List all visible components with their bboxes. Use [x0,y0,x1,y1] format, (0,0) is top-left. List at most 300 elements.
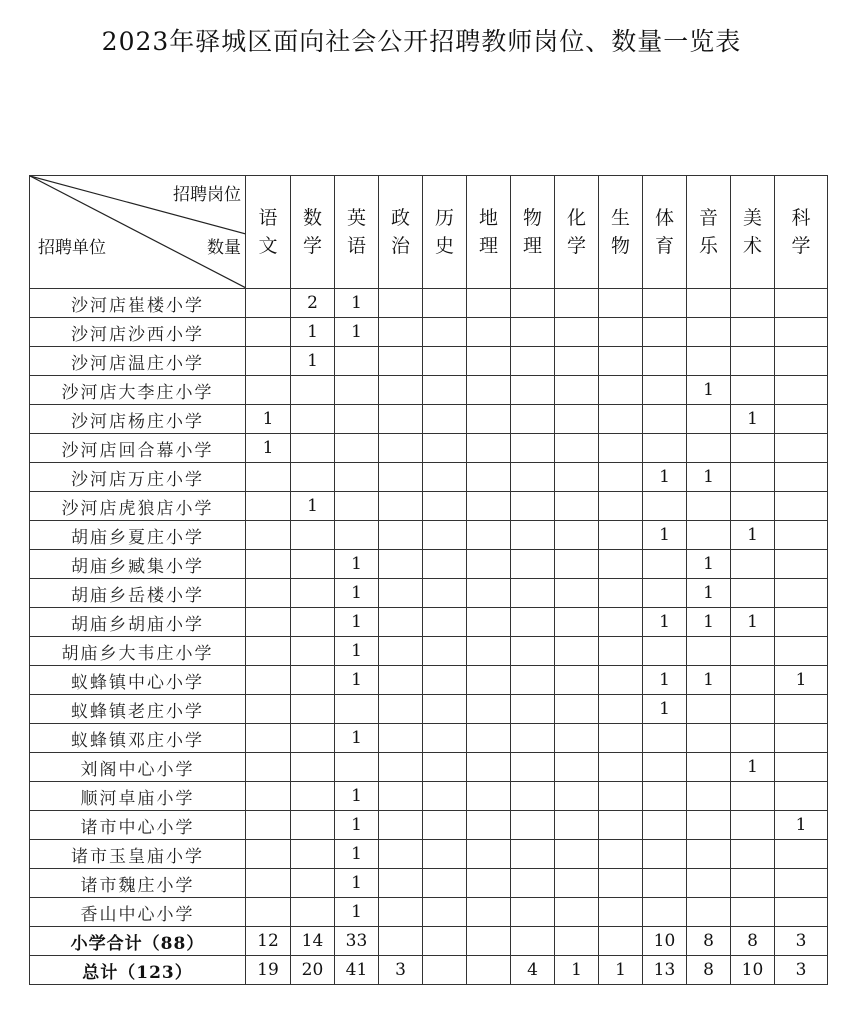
count-cell [643,753,687,782]
school-name: 刘阁中心小学 [30,753,246,782]
count-cell [246,492,291,521]
count-cell [379,927,423,956]
count-cell [423,637,467,666]
school-name: 诸市中心小学 [30,811,246,840]
corner-label-count: 数量 [207,238,241,258]
count-cell [775,289,828,318]
count-cell [379,347,423,376]
table-row [30,753,828,782]
count-cell [246,724,291,753]
count-cell [423,376,467,405]
table-row [30,782,828,811]
count-cell [467,318,511,347]
count-cell: 1 [335,666,379,695]
count-cell [511,492,555,521]
count-cell [555,782,599,811]
count-cell [335,376,379,405]
count-cell [379,869,423,898]
school-name: 蚁蜂镇老庄小学 [30,695,246,724]
count-cell [599,521,643,550]
count-cell: 1 [687,666,731,695]
count-cell [643,405,687,434]
count-cell: 1 [335,811,379,840]
table-row [30,347,828,376]
subject-header: 地 理 [467,176,511,289]
count-cell [511,753,555,782]
count-cell [379,753,423,782]
count-cell [423,724,467,753]
count-cell [246,608,291,637]
count-cell [246,695,291,724]
count-cell [731,695,775,724]
corner-cell [30,176,246,289]
count-cell [246,666,291,695]
count-cell [731,463,775,492]
count-cell [775,782,828,811]
count-cell [379,289,423,318]
school-name: 胡庙乡岳楼小学 [30,579,246,608]
count-cell [291,579,335,608]
count-cell: 1 [246,405,291,434]
count-cell: 1 [335,289,379,318]
count-cell [687,782,731,811]
count-cell [555,405,599,434]
count-cell [643,376,687,405]
count-cell [379,376,423,405]
count-cell [555,637,599,666]
count-cell [335,405,379,434]
count-cell [423,521,467,550]
count-cell [467,811,511,840]
header-row [30,176,828,289]
count-cell [423,289,467,318]
count-cell: 1 [643,521,687,550]
table-row [30,869,828,898]
subtotal-row-label: 小学合计（88） [30,927,246,956]
count-cell [467,753,511,782]
table-row [30,492,828,521]
count-cell [291,753,335,782]
count-cell [511,434,555,463]
count-cell [423,434,467,463]
count-cell [291,811,335,840]
subject-header: 生 物 [599,176,643,289]
count-cell [291,550,335,579]
count-cell [599,782,643,811]
table-row [30,550,828,579]
count-cell [599,927,643,956]
count-cell: 1 [291,318,335,347]
count-cell [731,898,775,927]
count-cell [555,579,599,608]
count-cell [246,463,291,492]
count-cell: 1 [731,405,775,434]
count-cell: 1 [335,579,379,608]
count-cell [775,521,828,550]
count-cell [291,869,335,898]
subtotal-row [30,927,828,956]
table-row [30,463,828,492]
count-cell [643,811,687,840]
count-cell [467,898,511,927]
count-cell [246,811,291,840]
count-cell [379,434,423,463]
count-cell [643,869,687,898]
count-cell [599,492,643,521]
count-cell [511,347,555,376]
count-cell [511,608,555,637]
count-cell [555,318,599,347]
count-cell [731,869,775,898]
count-cell [291,463,335,492]
count-cell [775,637,828,666]
count-cell [291,376,335,405]
count-cell [246,318,291,347]
count-cell [511,318,555,347]
count-cell [246,637,291,666]
count-cell [511,869,555,898]
count-cell [379,695,423,724]
count-cell [775,434,828,463]
table-row [30,434,828,463]
count-cell: 1 [555,956,599,985]
count-cell [291,434,335,463]
count-cell: 2 [291,289,335,318]
count-cell [423,869,467,898]
count-cell [731,318,775,347]
count-cell [687,318,731,347]
count-cell [643,724,687,753]
subject-header: 语 文 [246,176,291,289]
count-cell [379,492,423,521]
count-cell [775,753,828,782]
count-cell [379,521,423,550]
count-cell: 1 [599,956,643,985]
count-cell [731,666,775,695]
count-cell [246,753,291,782]
count-cell [555,840,599,869]
school-name: 蚁蜂镇邓庄小学 [30,724,246,753]
count-cell [467,289,511,318]
count-cell [775,724,828,753]
count-cell [423,405,467,434]
count-cell [511,811,555,840]
subject-header: 科 学 [775,176,828,289]
count-cell [467,608,511,637]
count-cell [291,521,335,550]
count-cell [731,782,775,811]
school-name: 沙河店崔楼小学 [30,289,246,318]
count-cell [511,550,555,579]
count-cell [423,492,467,521]
count-cell [731,289,775,318]
count-cell: 33 [335,927,379,956]
count-cell: 3 [379,956,423,985]
count-cell: 1 [687,579,731,608]
count-cell: 10 [731,956,775,985]
count-cell [775,376,828,405]
count-cell [687,405,731,434]
count-cell [687,724,731,753]
count-cell [643,637,687,666]
count-cell [555,550,599,579]
school-name: 诸市玉皇庙小学 [30,840,246,869]
count-cell: 3 [775,956,828,985]
count-cell [379,579,423,608]
school-name: 顺河卓庙小学 [30,782,246,811]
table-row [30,318,828,347]
count-cell [555,376,599,405]
count-cell [335,753,379,782]
school-name: 沙河店沙西小学 [30,318,246,347]
count-cell [379,811,423,840]
count-cell [467,782,511,811]
school-name: 沙河店虎狼店小学 [30,492,246,521]
count-cell [643,550,687,579]
count-cell: 1 [291,492,335,521]
count-cell [246,840,291,869]
count-cell [511,927,555,956]
count-cell: 1 [775,666,828,695]
count-cell [555,492,599,521]
table-row [30,376,828,405]
count-cell: 1 [335,782,379,811]
count-cell [555,666,599,695]
count-cell [643,318,687,347]
count-cell: 1 [335,840,379,869]
count-cell [467,521,511,550]
count-cell [291,898,335,927]
count-cell [599,405,643,434]
count-cell [775,579,828,608]
subject-header: 音 乐 [687,176,731,289]
count-cell [643,492,687,521]
count-cell [511,521,555,550]
count-cell [467,463,511,492]
count-cell [687,840,731,869]
count-cell: 1 [731,608,775,637]
count-cell: 10 [643,927,687,956]
count-cell [511,724,555,753]
count-cell [775,318,828,347]
school-name: 蚁蜂镇中心小学 [30,666,246,695]
count-cell [687,347,731,376]
count-cell [511,579,555,608]
count-cell [775,840,828,869]
table-row [30,637,828,666]
count-cell [643,434,687,463]
count-cell [511,666,555,695]
school-name: 沙河店杨庄小学 [30,405,246,434]
count-cell [555,898,599,927]
count-cell [643,840,687,869]
count-cell [246,550,291,579]
subject-header: 体 育 [643,176,687,289]
count-cell [467,869,511,898]
count-cell [423,463,467,492]
count-cell [599,840,643,869]
count-cell [775,695,828,724]
count-cell [511,840,555,869]
count-cell: 1 [643,608,687,637]
count-cell [511,405,555,434]
count-cell: 1 [775,811,828,840]
count-cell [775,898,828,927]
count-cell: 1 [643,695,687,724]
count-cell [599,898,643,927]
count-cell [423,811,467,840]
table-row [30,579,828,608]
count-cell: 1 [246,434,291,463]
count-cell [423,347,467,376]
count-cell: 1 [687,463,731,492]
count-cell [731,550,775,579]
count-cell [467,405,511,434]
count-cell [246,347,291,376]
count-cell [467,666,511,695]
count-cell [423,695,467,724]
count-cell [423,753,467,782]
count-cell [643,347,687,376]
count-cell [687,434,731,463]
count-cell [687,492,731,521]
count-cell [599,434,643,463]
count-cell [467,956,511,985]
count-cell [643,579,687,608]
school-name: 胡庙乡胡庙小学 [30,608,246,637]
count-cell [687,753,731,782]
count-cell [246,579,291,608]
count-cell [599,318,643,347]
count-cell [731,376,775,405]
count-cell: 1 [335,637,379,666]
count-cell [555,463,599,492]
count-cell [246,898,291,927]
count-cell [599,550,643,579]
count-cell [291,666,335,695]
count-cell [246,289,291,318]
count-cell [423,666,467,695]
count-cell [643,898,687,927]
school-name: 沙河店回合幕小学 [30,434,246,463]
count-cell [599,463,643,492]
count-cell: 1 [335,898,379,927]
count-cell [687,898,731,927]
count-cell: 1 [335,869,379,898]
total-row-label: 总计（123） [30,956,246,985]
count-cell [379,666,423,695]
count-cell [423,840,467,869]
count-cell: 20 [291,956,335,985]
count-cell [731,492,775,521]
count-cell [555,811,599,840]
count-cell: 3 [775,927,828,956]
count-cell: 8 [731,927,775,956]
school-name: 沙河店大李庄小学 [30,376,246,405]
count-cell [246,782,291,811]
corner-label-position: 招聘岗位 [173,185,241,205]
table-row [30,898,828,927]
count-cell: 19 [246,956,291,985]
table-row [30,405,828,434]
recruitment-table [29,175,828,985]
count-cell [291,608,335,637]
count-cell [599,608,643,637]
count-cell [379,463,423,492]
school-name: 胡庙乡大韦庄小学 [30,637,246,666]
count-cell [246,376,291,405]
subject-header: 历 史 [423,176,467,289]
count-cell [643,782,687,811]
count-cell [555,724,599,753]
count-cell: 1 [687,376,731,405]
count-cell [599,811,643,840]
count-cell: 1 [335,608,379,637]
table-row [30,521,828,550]
count-cell: 41 [335,956,379,985]
count-cell: 8 [687,927,731,956]
table-row [30,840,828,869]
count-cell: 1 [687,550,731,579]
count-cell [599,724,643,753]
count-cell [467,695,511,724]
count-cell [467,579,511,608]
count-cell [467,434,511,463]
count-cell [291,840,335,869]
count-cell [687,289,731,318]
count-cell: 14 [291,927,335,956]
count-cell [335,347,379,376]
count-cell [423,956,467,985]
subject-header: 美 术 [731,176,775,289]
count-cell [467,637,511,666]
total-row [30,956,828,985]
count-cell [599,376,643,405]
table-row [30,608,828,637]
count-cell [511,898,555,927]
count-cell [423,318,467,347]
school-name: 胡庙乡臧集小学 [30,550,246,579]
school-name: 沙河店温庄小学 [30,347,246,376]
count-cell [467,376,511,405]
count-cell [467,550,511,579]
count-cell [775,608,828,637]
count-cell [246,869,291,898]
table-row [30,695,828,724]
count-cell [555,289,599,318]
count-cell [511,463,555,492]
count-cell: 1 [335,318,379,347]
count-cell: 12 [246,927,291,956]
school-name: 胡庙乡夏庄小学 [30,521,246,550]
count-cell [687,637,731,666]
count-cell [731,347,775,376]
count-cell: 8 [687,956,731,985]
count-cell [731,579,775,608]
count-cell: 1 [335,724,379,753]
table-row [30,811,828,840]
count-cell: 1 [643,463,687,492]
count-cell [555,695,599,724]
count-cell [775,405,828,434]
count-cell [555,521,599,550]
count-cell [599,753,643,782]
count-cell: 1 [335,550,379,579]
count-cell [511,782,555,811]
count-cell [555,434,599,463]
count-cell [335,521,379,550]
count-cell [467,840,511,869]
